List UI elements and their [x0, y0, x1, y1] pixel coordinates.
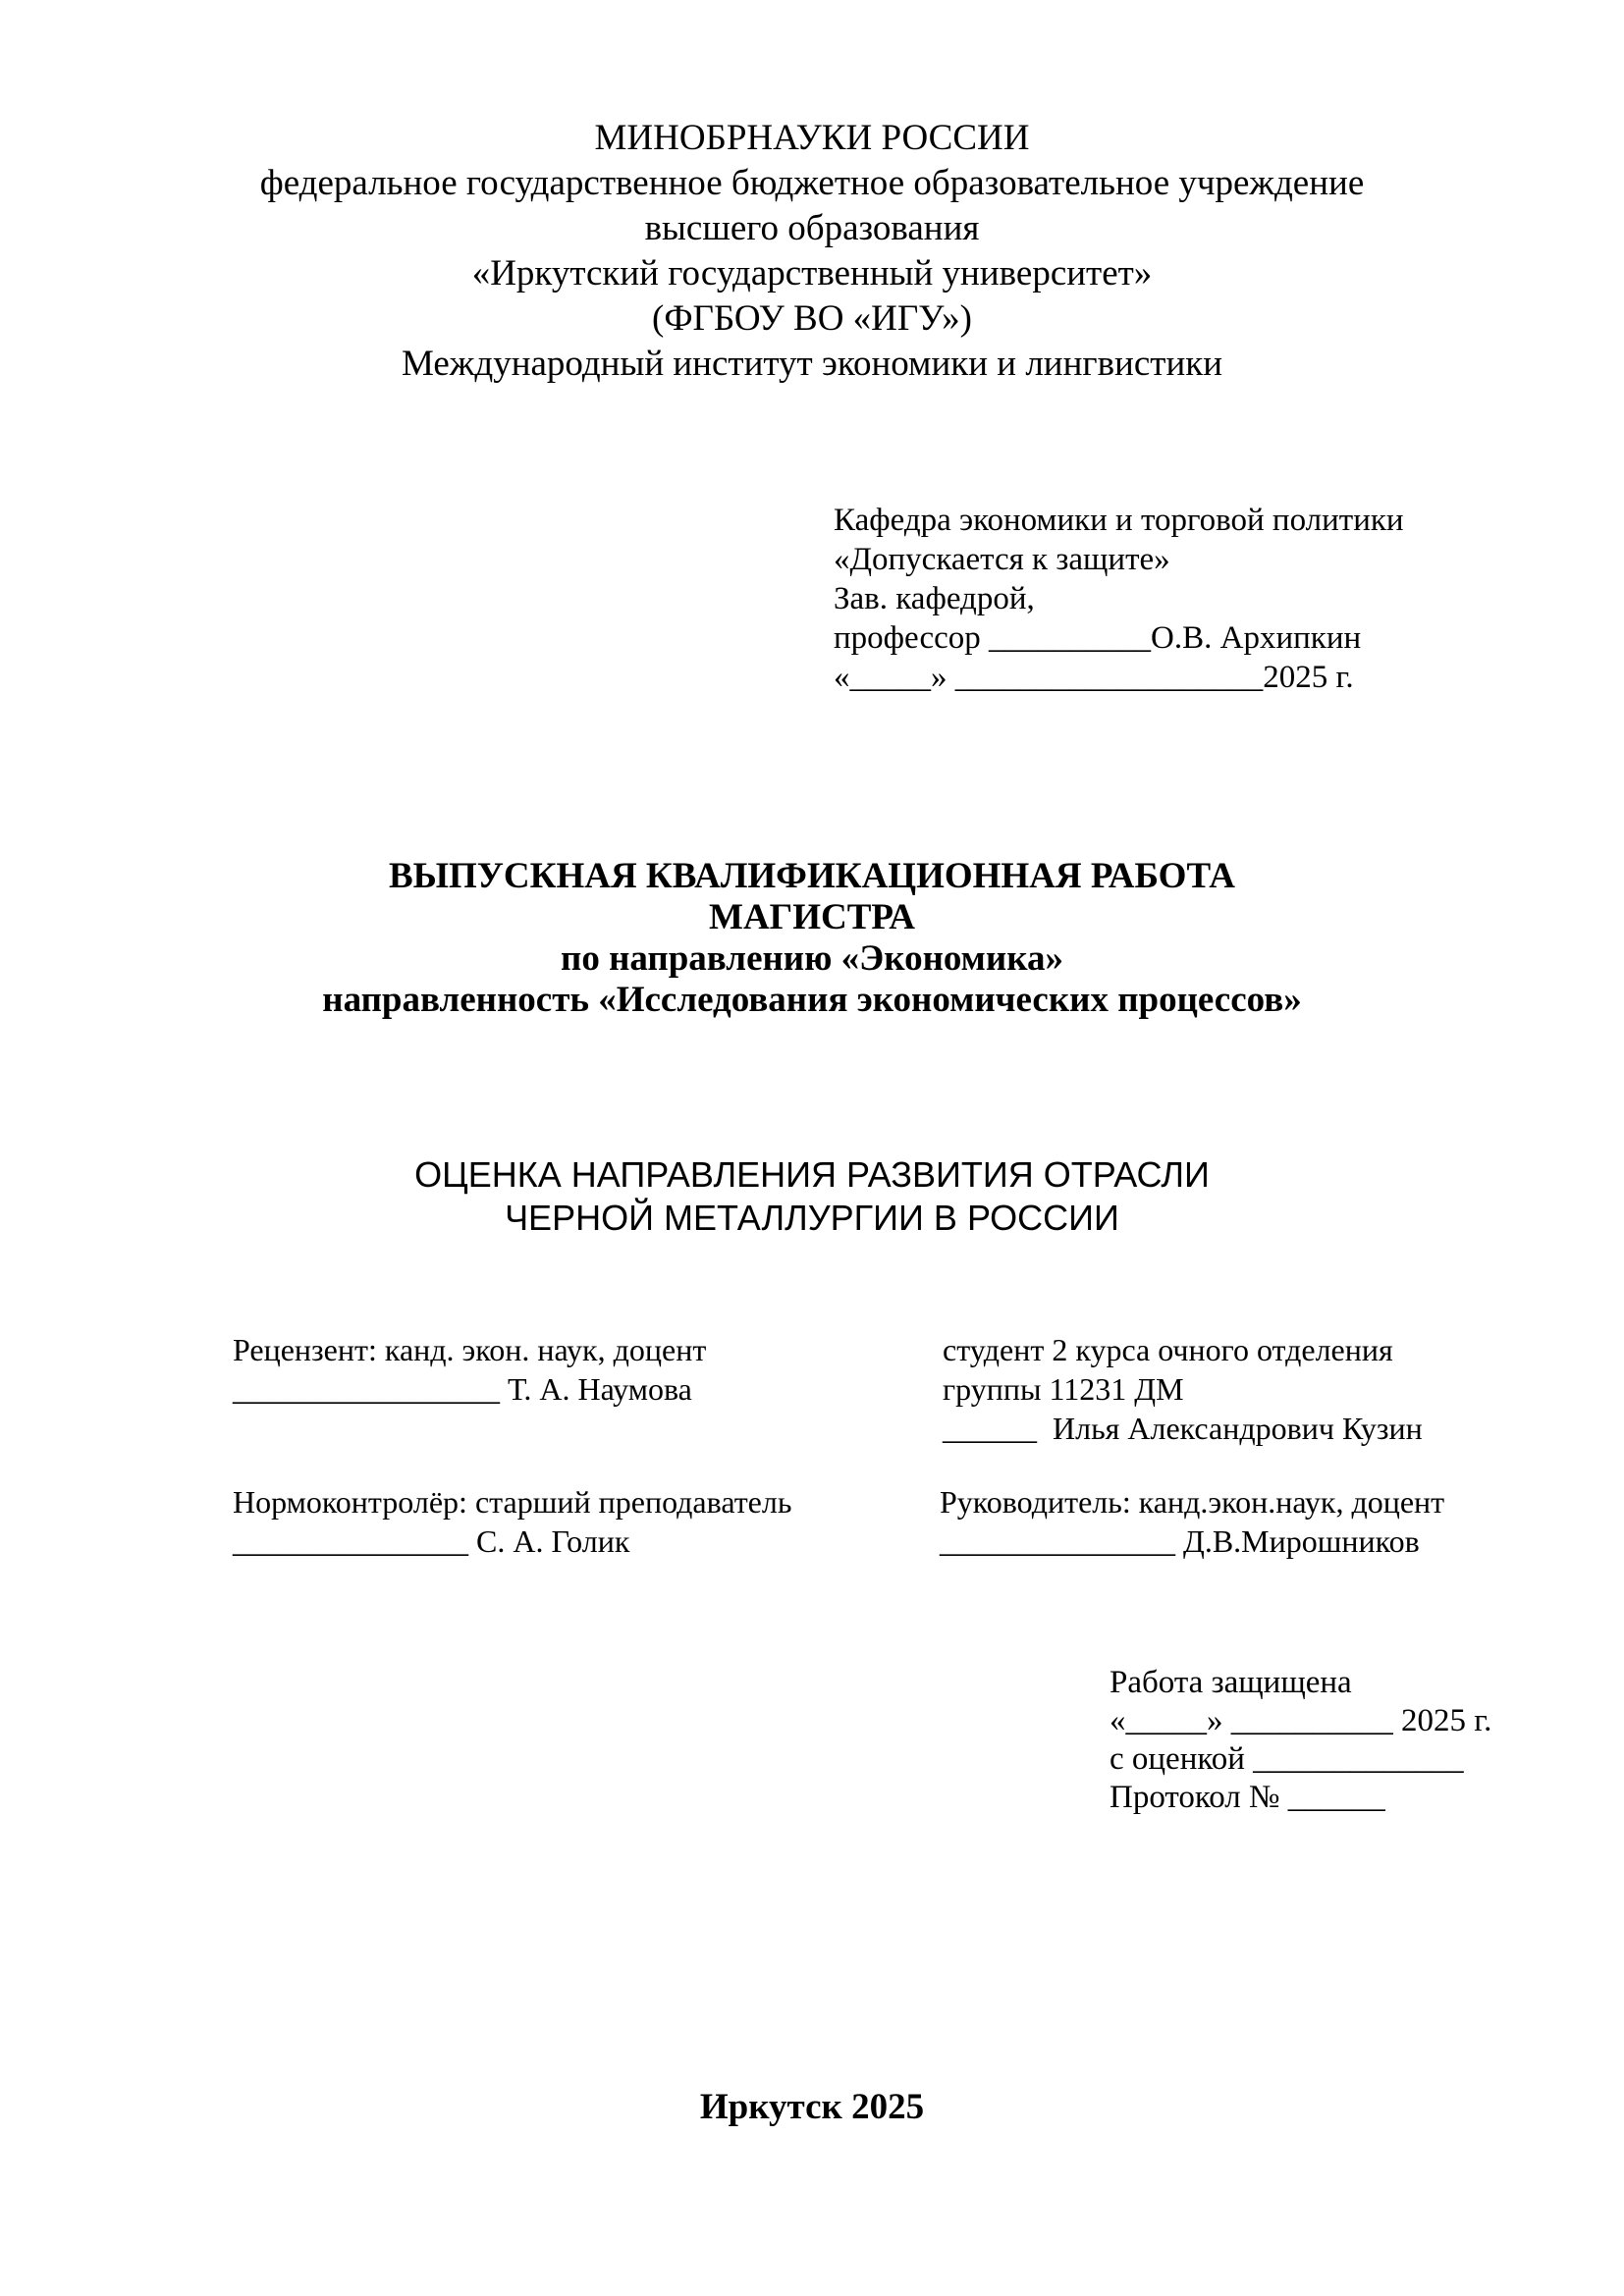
- reviewer-block: [233, 1330, 706, 1409]
- institute-name: Международный институт экономики и лингвистики: [401, 344, 1223, 384]
- normcontrol-role: Нормоконтролёр: старший преподаватель: [233, 1484, 792, 1520]
- university-abbreviation: (ФГБОУ ВО «ИГУ»): [652, 298, 972, 339]
- thesis-topic: [0, 1153, 1624, 1240]
- approval-date-line: «_____» ___________________2025 г.: [834, 660, 1354, 695]
- institution-header: [0, 116, 1624, 387]
- defense-status: Работа защищена: [1110, 1665, 1352, 1700]
- work-type-title-1: ВЫПУСКНАЯ КВАЛИФИКАЦИОННАЯ РАБОТА: [388, 856, 1236, 896]
- student-signature: ______ Илья Александрович Кузин: [943, 1411, 1423, 1446]
- admission-note: «Допускается к защите»: [834, 542, 1170, 577]
- page-footer: [0, 2086, 1624, 2129]
- department-head-title: Зав. кафедрой,: [834, 581, 1035, 616]
- thesis-topic-line-2: ЧЕРНОЙ МЕТАЛЛУРГИИ В РОССИИ: [505, 1198, 1119, 1238]
- study-focus: направленность «Исследования экономических процессов»: [322, 980, 1302, 1020]
- thesis-topic-line-1: ОЦЕНКА НАПРАВЛЕНИЯ РАЗВИТИЯ ОТРАСЛИ: [414, 1154, 1210, 1195]
- supervisor-block: [940, 1482, 1444, 1561]
- work-type-block: [0, 856, 1624, 1021]
- department-name: Кафедра экономики и торговой политики: [834, 503, 1404, 538]
- ministry-name: МИНОБРНАУКИ РОССИИ: [594, 118, 1030, 158]
- normcontrol-block: [233, 1482, 791, 1561]
- approval-block: [834, 501, 1404, 697]
- reviewer-signature: _________________ Т. А. Наумова: [233, 1371, 692, 1407]
- university-name: «Иркутский государственный университет»: [471, 253, 1153, 294]
- city-year: Иркутск 2025: [699, 2087, 925, 2127]
- work-type-title-2: МАГИСТРА: [709, 897, 915, 937]
- department-head-signature: профессор __________О.В. Архипкин: [834, 620, 1362, 656]
- study-direction: по направлению «Экономика»: [561, 938, 1063, 979]
- institution-type-line-1: федеральное государственное бюджетное образовательное учреждение: [259, 163, 1365, 203]
- defense-block: [1110, 1664, 1491, 1817]
- normcontrol-signature: _______________ С. А. Голик: [233, 1523, 630, 1559]
- defense-protocol: Протокол № ______: [1110, 1780, 1385, 1815]
- student-block: [943, 1330, 1423, 1448]
- institution-type-line-2: высшего образования: [644, 208, 980, 248]
- supervisor-signature: _______________ Д.В.Мирошников: [940, 1523, 1420, 1559]
- reviewer-role: Рецензент: канд. экон. наук, доцент: [233, 1332, 707, 1367]
- student-group: группы 11231 ДМ: [943, 1371, 1184, 1407]
- supervisor-role: Руководитель: канд.экон.наук, доцент: [940, 1484, 1445, 1520]
- defense-grade: с оценкой _____________: [1110, 1741, 1464, 1777]
- student-course: студент 2 курса очного отделения: [943, 1332, 1393, 1367]
- defense-date-line: «_____» __________ 2025 г.: [1110, 1703, 1492, 1738]
